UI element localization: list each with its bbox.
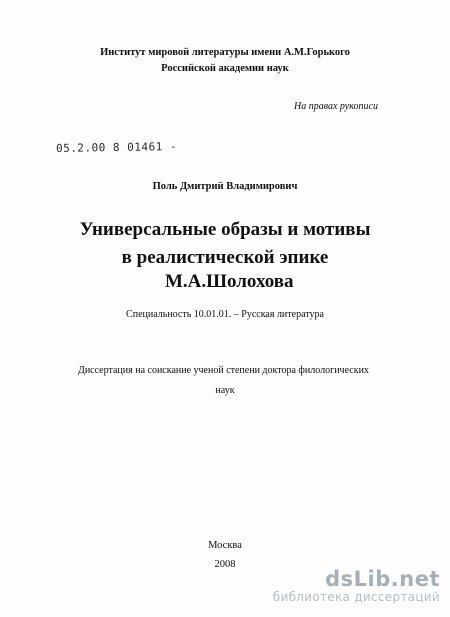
watermark-subtitle: библиотека диссертаций	[272, 590, 440, 604]
watermark	[260, 568, 440, 604]
title-line-3: М.А.Шолохова	[165, 271, 294, 292]
dissertation-line-2: наук	[215, 385, 235, 396]
title-line-1: Универсальные образы и мотивы	[79, 219, 371, 240]
watermark-logo: dsLib.net	[325, 567, 440, 591]
year: 2008	[214, 559, 236, 570]
dissertation-line-1: Диссертация на соискание ученой степени доктора филологических	[78, 365, 369, 376]
library-stamp: 05.2.00 8 01461 -	[55, 139, 178, 156]
specialty-line: Специальность 10.01.01. – Русская литература	[126, 309, 324, 320]
manuscript-note: На правах рукописи	[294, 101, 378, 112]
institution-name: Институт мировой литературы имени А.М.Горького	[100, 47, 350, 58]
title-line-2: в реалистической эпике	[121, 247, 329, 268]
institution-academy: Российской академии наук	[161, 63, 289, 74]
city: Москва	[208, 540, 242, 551]
author-name: Поль Дмитрий Владимирович	[152, 181, 298, 192]
